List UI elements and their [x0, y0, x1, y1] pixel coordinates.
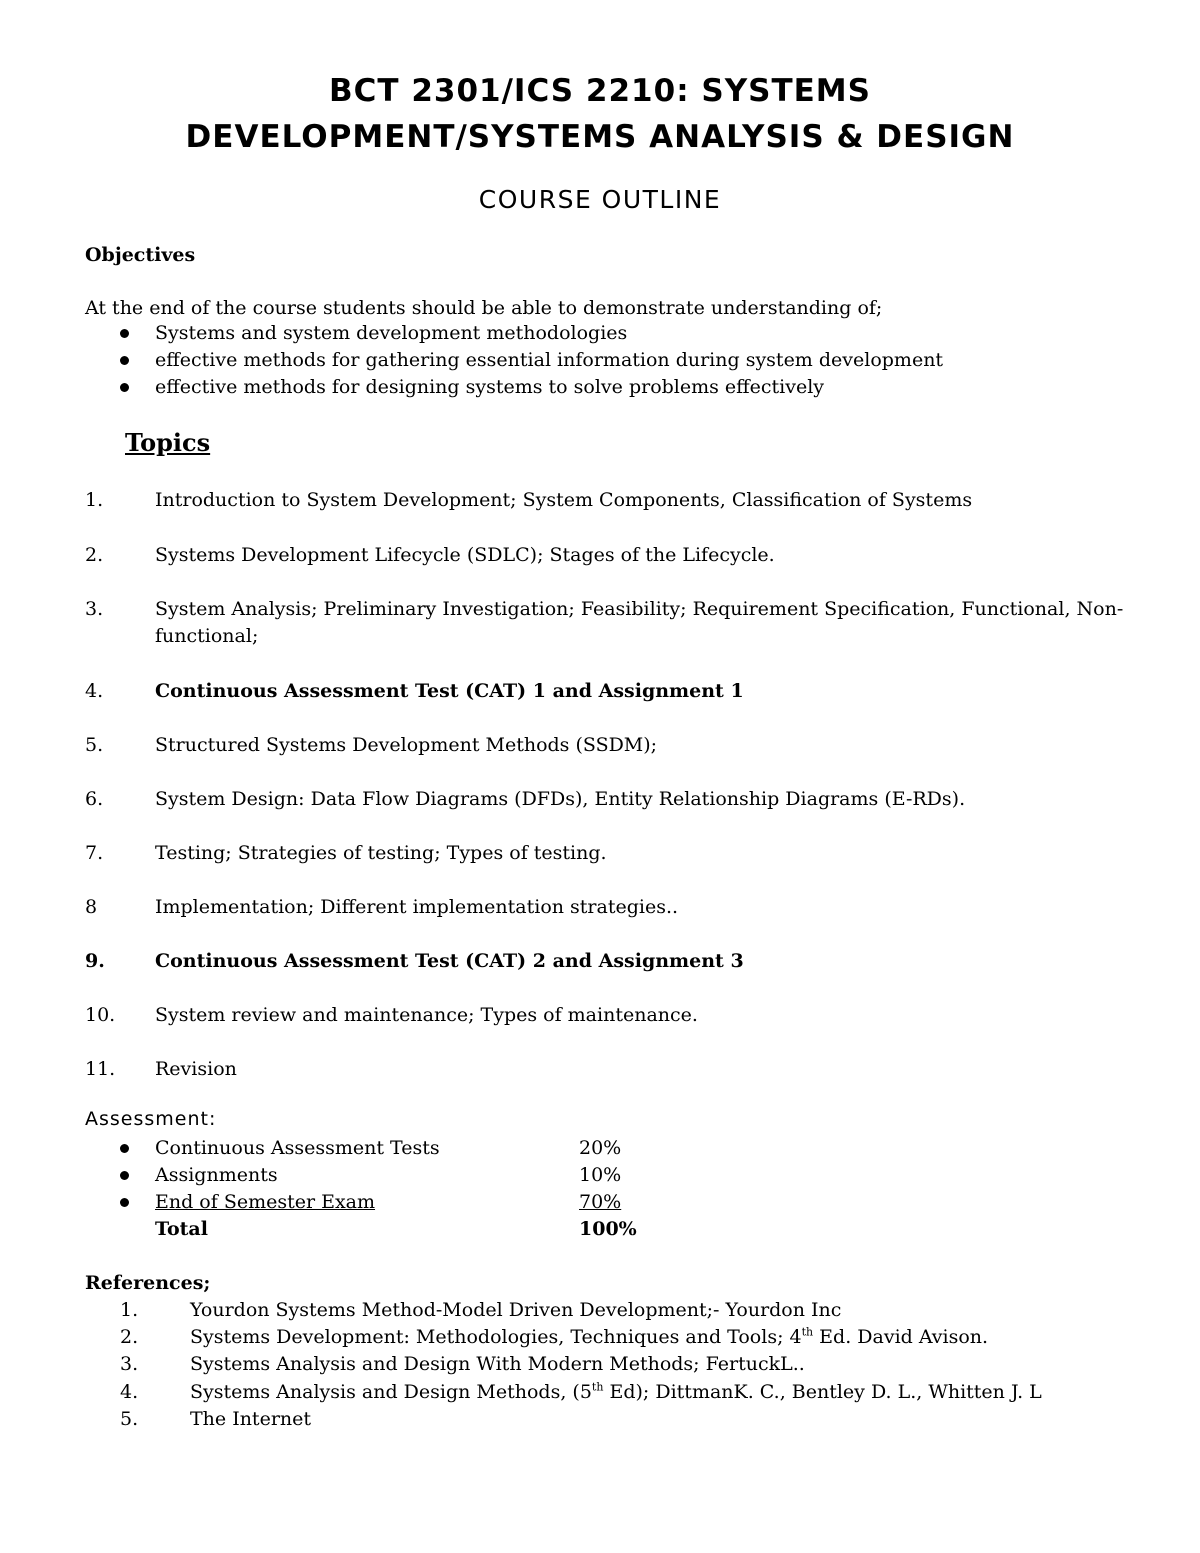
topic-number: 8: [85, 896, 98, 918]
assessment-total-value: 100%: [579, 1218, 637, 1240]
reference-text: Systems Analysis and Design Methods, (5th Ed); DittmanK. C., Bentley D. L., Whitten J. L: [190, 1380, 1042, 1403]
topic-number: 4.: [85, 680, 104, 702]
bullet-icon: [120, 1144, 129, 1153]
assessment-heading: Assessment:: [85, 1108, 217, 1130]
reference-text: Yourdon Systems Method-Model Driven Development;- Yourdon Inc: [190, 1299, 842, 1321]
assessment-total-label: Total: [155, 1218, 208, 1240]
reference-number: 5.: [120, 1408, 139, 1430]
assessment-label: End of Semester Exam: [155, 1191, 376, 1213]
bullet-icon: [120, 329, 129, 338]
reference-number: 1.: [120, 1299, 139, 1321]
objective-item: effective methods for gathering essential information during system development: [155, 349, 944, 371]
topic-text: System Design: Data Flow Diagrams (DFDs), Entity Relationship Diagrams (E-RDs).: [155, 788, 966, 810]
subtitle: COURSE OUTLINE: [478, 185, 722, 214]
reference-text: Systems Development: Methodologies, Techniques and Tools; 4th Ed. David Avison.: [190, 1325, 989, 1348]
bullet-icon: [120, 356, 129, 365]
reference-text: The Internet: [190, 1408, 312, 1430]
topic-number: 1.: [85, 489, 104, 511]
topic-text-continuation: functional;: [155, 625, 259, 647]
topic-number: 5.: [85, 734, 104, 756]
topic-text: Introduction to System Development; System Components, Classification of Systems: [155, 489, 973, 511]
topic-text: Continuous Assessment Test (CAT) 1 and Assignment 1: [155, 680, 744, 702]
assessment-value: 10%: [579, 1164, 622, 1186]
topic-number: 9.: [85, 950, 105, 972]
topic-text: Revision: [155, 1058, 237, 1080]
objective-item: Systems and system development methodologies: [155, 322, 628, 344]
bullet-icon: [120, 1198, 129, 1207]
topic-text: System review and maintenance; Types of maintenance.: [155, 1004, 698, 1026]
assessment-value: 70%: [579, 1191, 622, 1213]
topic-number: 2.: [85, 544, 104, 566]
topic-text: Continuous Assessment Test (CAT) 2 and Assignment 3: [155, 950, 744, 972]
topic-text: Structured Systems Development Methods (SSDM);: [155, 734, 658, 756]
topic-text: System Analysis; Preliminary Investigation; Feasibility; Requirement Specification, Functional, Non-: [155, 598, 1124, 620]
topic-number: 7.: [85, 842, 104, 864]
objectives-intro: At the end of the course students should be able to demonstrate understanding of;: [85, 297, 883, 319]
title-line-1: BCT 2301/ICS 2210: SYSTEMS: [329, 73, 871, 109]
topic-number: 10.: [85, 1004, 116, 1026]
topic-text: Testing; Strategies of testing; Types of testing.: [155, 842, 607, 864]
reference-number: 2.: [120, 1326, 139, 1348]
topic-number: 11.: [85, 1058, 116, 1080]
references-heading: References;: [85, 1272, 211, 1294]
assessment-label: Continuous Assessment Tests: [155, 1137, 440, 1159]
topic-number: 6.: [85, 788, 104, 810]
bullet-icon: [120, 1171, 129, 1180]
topic-number: 3.: [85, 598, 104, 620]
reference-number: 3.: [120, 1353, 139, 1375]
title-line-2: DEVELOPMENT/SYSTEMS ANALYSIS & DESIGN: [185, 119, 1015, 155]
objectives-heading: Objectives: [85, 244, 196, 266]
reference-number: 4.: [120, 1381, 139, 1403]
assessment-value: 20%: [579, 1137, 622, 1159]
bullet-icon: [120, 383, 129, 392]
assessment-label: Assignments: [155, 1164, 278, 1186]
objective-item: effective methods for designing systems to solve problems effectively: [155, 376, 825, 398]
topics-heading: Topics: [125, 428, 211, 457]
topic-text: Implementation; Different implementation strategies..: [155, 896, 679, 918]
topic-text: Systems Development Lifecycle (SDLC); Stages of the Lifecycle.: [155, 544, 775, 566]
reference-text: Systems Analysis and Design With Modern Methods; FertuckL..: [190, 1353, 805, 1375]
